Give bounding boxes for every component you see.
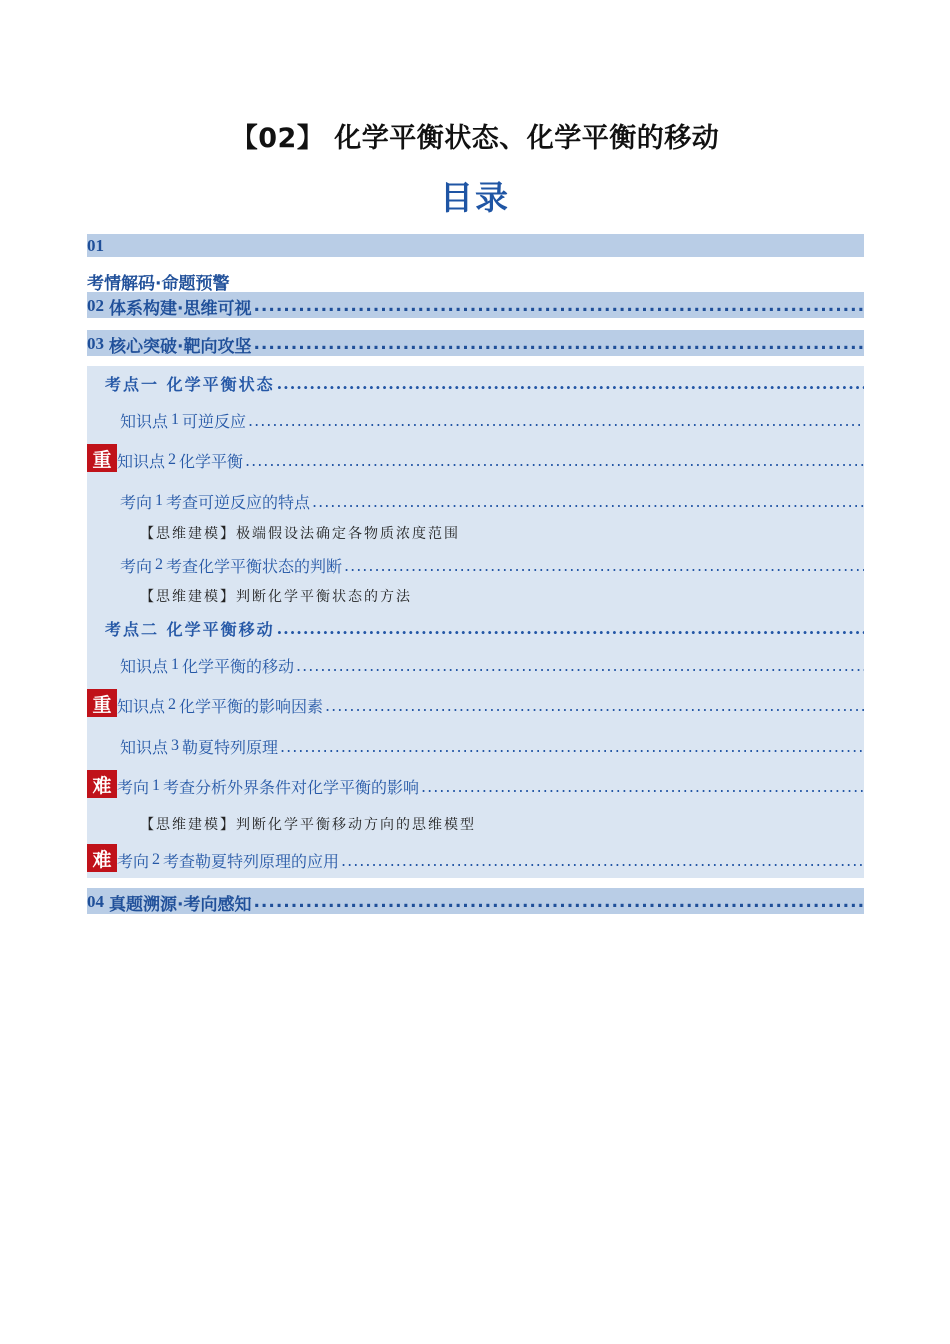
leader-dots	[341, 851, 864, 870]
toc-p2-direction-1[interactable]	[117, 774, 864, 798]
item-text: 考查化学平衡状态的判断	[166, 556, 343, 576]
toc-p2-model-1[interactable]	[140, 813, 840, 835]
item-number: 2	[168, 696, 177, 713]
item-number: 2	[168, 451, 177, 468]
model-text: 【思维建模】极端假设法确定各物质浓度范围	[140, 526, 460, 542]
item-text: 勒夏特列原理	[182, 737, 279, 757]
leader-dots	[280, 737, 864, 756]
leader-dots	[253, 334, 864, 354]
model-text: 【思维建模】判断化学平衡移动方向的思维模型	[140, 817, 476, 833]
leader-dots	[253, 296, 864, 316]
document-title: 【02】 化学平衡状态、化学平衡的移动	[230, 123, 720, 154]
section-number: 03	[87, 334, 104, 353]
section-number: 01	[87, 236, 104, 255]
difficult-badge: 难	[87, 844, 117, 872]
leader-dots	[277, 619, 864, 638]
item-prefix: 考向	[117, 777, 150, 797]
toc-section-01-number[interactable]	[87, 236, 864, 256]
important-badge: 重	[87, 444, 117, 472]
item-prefix: 知识点	[120, 656, 169, 676]
leader-dots	[312, 492, 864, 511]
toc-p2-knowledge-2[interactable]	[117, 693, 864, 717]
section-number: 02	[87, 296, 104, 315]
item-prefix: 知识点	[120, 737, 169, 757]
item-text: 可逆反应	[182, 411, 247, 431]
item-number: 1	[152, 777, 161, 794]
leader-dots	[277, 374, 864, 393]
toc-p1-model-1[interactable]	[140, 522, 840, 544]
leader-dots	[325, 696, 864, 715]
item-text: 考查可逆反应的特点	[166, 492, 311, 512]
item-number: 2	[152, 851, 161, 868]
leader-dots	[245, 451, 864, 470]
leader-dots	[248, 411, 864, 430]
toc-point-2[interactable]	[105, 616, 864, 640]
toc-p2-knowledge-1[interactable]	[120, 653, 864, 677]
leader-dots	[421, 777, 864, 796]
item-text: 考查分析外界条件对化学平衡的影响	[163, 777, 420, 797]
leader-dots	[344, 556, 864, 575]
important-badge: 重	[87, 689, 117, 717]
item-number: 3	[171, 737, 180, 754]
leader-dots	[253, 892, 864, 912]
item-text: 化学平衡	[179, 451, 244, 471]
item-prefix: 知识点	[120, 411, 169, 431]
toc-section-01[interactable]	[87, 270, 864, 292]
item-number: 2	[155, 556, 164, 573]
point-label: 考点一 化学平衡状态	[105, 374, 275, 394]
difficult-badge: 难	[87, 770, 117, 798]
model-text: 【思维建模】判断化学平衡状态的方法	[140, 589, 412, 605]
item-text: 化学平衡的移动	[182, 656, 295, 676]
toc-p1-knowledge-2[interactable]	[117, 448, 864, 472]
toc-p1-direction-1[interactable]	[120, 489, 864, 513]
toc-p2-knowledge-3[interactable]	[120, 734, 864, 758]
item-number: 1	[171, 411, 180, 428]
item-text: 化学平衡的影响因素	[179, 696, 324, 716]
toc-p1-knowledge-1[interactable]	[120, 408, 864, 432]
point-label: 考点二 化学平衡移动	[105, 619, 275, 639]
toc-heading: 目录	[440, 178, 510, 217]
section-number: 04	[87, 892, 104, 911]
item-number: 1	[155, 492, 164, 509]
leader-dots	[296, 656, 864, 675]
toc-section-02[interactable]	[87, 294, 864, 318]
section-label: 核心突破·靶向攻坚	[109, 336, 252, 356]
toc-p2-direction-2[interactable]	[117, 848, 864, 872]
toc-point-1[interactable]	[105, 371, 864, 395]
toc-section-03[interactable]	[87, 332, 864, 356]
toc-section-04[interactable]	[87, 890, 864, 914]
item-prefix: 考向	[117, 851, 150, 871]
item-prefix: 考向	[120, 492, 153, 512]
item-number: 1	[171, 656, 180, 673]
item-prefix: 知识点	[117, 696, 166, 716]
toc-p1-model-2[interactable]	[140, 585, 840, 607]
section-label: 体系构建·思维可视	[109, 298, 252, 318]
section-label: 考情解码·命题预警	[87, 273, 230, 292]
item-prefix: 考向	[120, 556, 153, 576]
toc-p1-direction-2[interactable]	[120, 553, 864, 577]
item-prefix: 知识点	[117, 451, 166, 471]
section-label: 真题溯源·考向感知	[109, 894, 252, 914]
item-text: 考查勒夏特列原理的应用	[163, 851, 340, 871]
